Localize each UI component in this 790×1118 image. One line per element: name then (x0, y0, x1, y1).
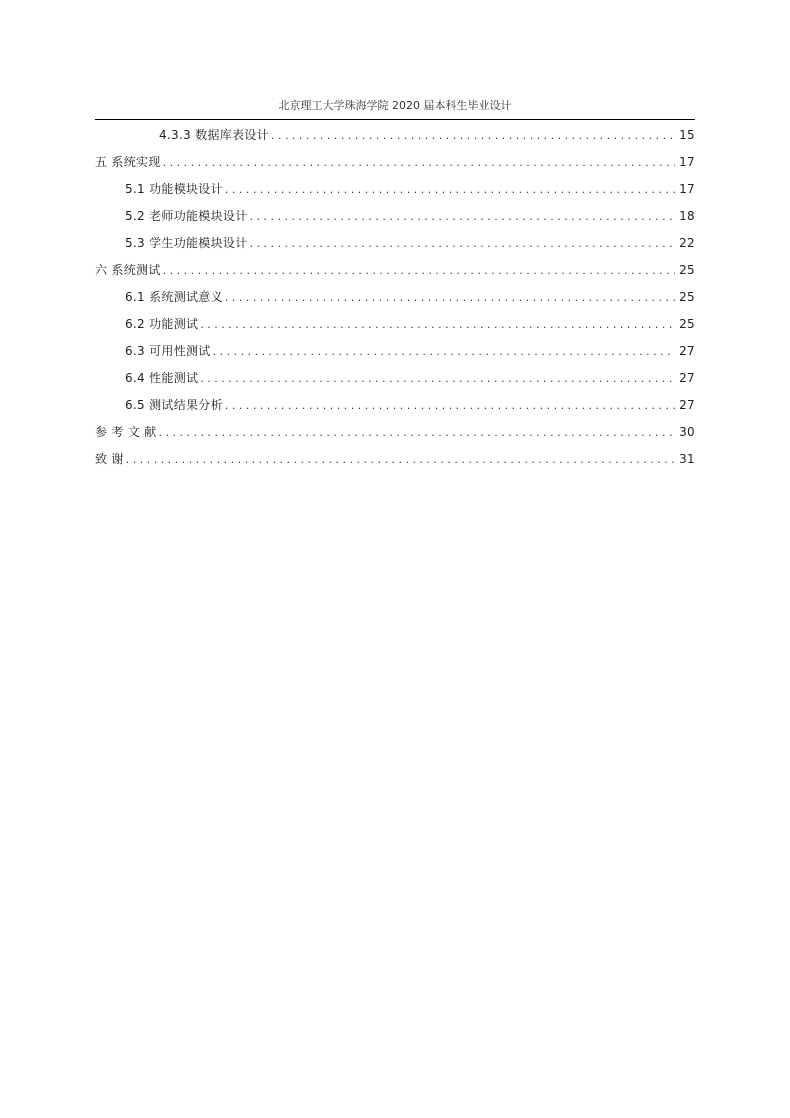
toc-entry-page: 17 (679, 155, 695, 169)
toc-entry-page: 27 (679, 344, 695, 358)
toc-entry-label: 6.3 可用性测试 (125, 344, 211, 358)
toc-entry-label: 6.5 测试结果分析 (125, 398, 223, 412)
toc-entry[interactable] (95, 287, 695, 314)
toc-entry-page: 27 (679, 398, 695, 412)
toc-entry-label: 五 系统实现 (95, 155, 161, 169)
header-rule (95, 119, 695, 120)
toc-leader-dots (225, 288, 675, 308)
toc-leader-dots (213, 342, 675, 362)
toc-entry[interactable] (95, 125, 695, 152)
toc-entry[interactable] (95, 179, 695, 206)
toc-entry[interactable] (95, 395, 695, 422)
toc-entry[interactable] (95, 422, 695, 449)
toc-entry-label: 参 考 文 献 (95, 425, 157, 439)
toc-leader-dots (250, 207, 676, 227)
toc-entry-page: 18 (679, 209, 695, 223)
toc-entry[interactable] (95, 449, 695, 476)
toc-entry-page: 31 (679, 452, 695, 466)
toc-leader-dots (225, 396, 675, 416)
toc-entry-page: 17 (679, 182, 695, 196)
toc-entry-label: 5.1 功能模块设计 (125, 182, 223, 196)
toc-entry-page: 15 (679, 128, 695, 142)
toc-entry-label: 6.2 功能测试 (125, 317, 199, 331)
toc-entry-label: 6.1 系统测试意义 (125, 290, 223, 304)
toc-leader-dots (250, 234, 676, 254)
toc-leader-dots (271, 126, 675, 146)
toc-entry-page: 30 (679, 425, 695, 439)
toc-leader-dots (200, 369, 675, 389)
toc-entry-page: 22 (679, 236, 695, 250)
toc-entry-label: 5.2 老师功能模块设计 (125, 209, 248, 223)
toc-entry[interactable] (95, 260, 695, 287)
toc-leader-dots (163, 153, 675, 173)
toc-leader-dots (163, 261, 675, 281)
toc-entry-label: 5.3 学生功能模块设计 (125, 236, 248, 250)
toc-entry-label: 六 系统测试 (95, 263, 161, 277)
toc-entry[interactable] (95, 152, 695, 179)
toc-entry[interactable] (95, 368, 695, 395)
toc-entry[interactable] (95, 341, 695, 368)
toc-leader-dots (159, 423, 675, 443)
toc-entry-label: 4.3.3 数据库表设计 (159, 128, 269, 142)
toc-entry-page: 25 (679, 290, 695, 304)
toc-leader-dots (200, 315, 675, 335)
page-header: 北京理工大学珠海学院 2020 届本科生毕业设计 (278, 99, 512, 112)
toc-entry-page: 25 (679, 317, 695, 331)
toc-entry-page: 27 (679, 371, 695, 385)
toc-entry[interactable] (95, 233, 695, 260)
toc-entry-page: 25 (679, 263, 695, 277)
table-of-contents (95, 125, 695, 476)
toc-entry-label: 致 谢 (95, 452, 124, 466)
toc-leader-dots (225, 180, 675, 200)
toc-entry[interactable] (95, 314, 695, 341)
toc-entry[interactable] (95, 206, 695, 233)
toc-entry-label: 6.4 性能测试 (125, 371, 199, 385)
toc-leader-dots (126, 450, 675, 470)
